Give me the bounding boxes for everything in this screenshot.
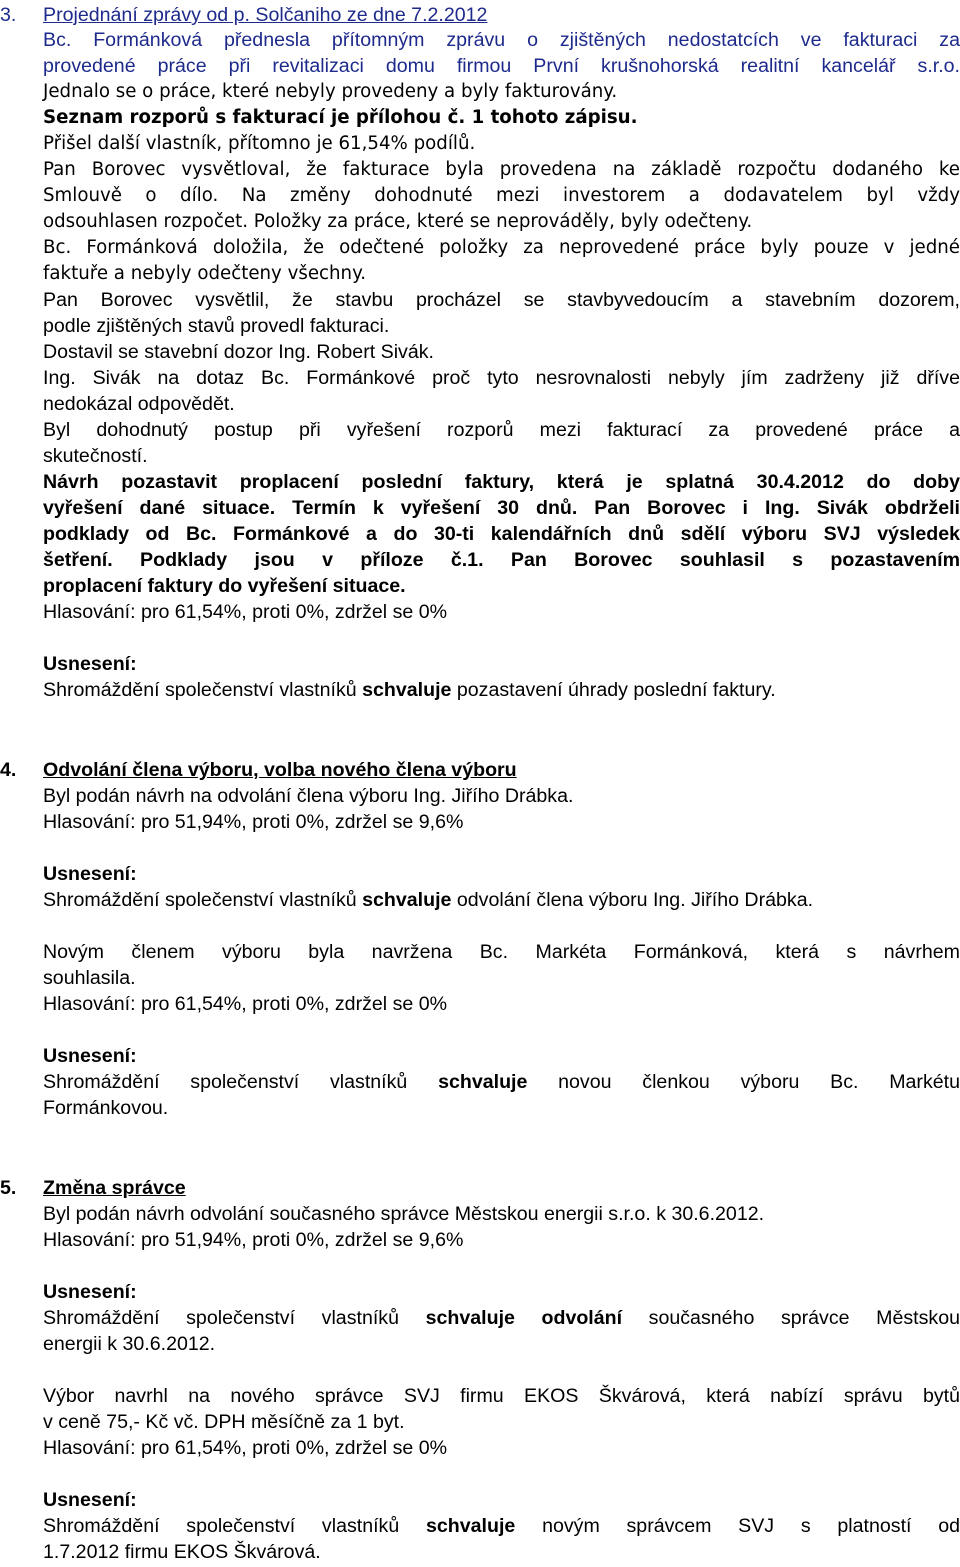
paragraph-line: Dostavil se stavební dozor Ing. Robert Sivák. [43,341,434,363]
paragraph-line: Pan Borovec vysvětlil, že stavbu procházel se stavbyvedoucím a stavebním dozorem, [43,289,960,311]
resolution-text [43,887,960,913]
resolution-label: Usnesení: [43,653,137,675]
resolution-verb: schvaluje [362,889,452,911]
resolution-text [43,1069,960,1095]
section-title: Změna správce [43,1177,186,1199]
resolution-label: Usnesení: [43,1489,137,1511]
resolution-text-cont: Formánkovou. [43,1097,169,1119]
paragraph-line: faktuře a nebyly odečteny všechny. [43,263,367,284]
paragraph-line: Byl podán návrh na odvolání člena výboru Ing. Jiřího Drábka. [43,785,574,807]
section-4-heading [0,757,517,783]
paragraph-line: podle zjištěných stavů provedl fakturaci. [43,315,390,337]
resolution-subject: Shromáždění společenství vlastníků [43,679,357,701]
proposal-line: šetření. Podklady jsou v příloze č.1. Pan Borovec souhlasil s pozastavením [43,549,960,571]
vote-result: Hlasování: pro 61,54%, proti 0%, zdržel se 0% [43,993,448,1015]
resolution-subject: Shromáždění společenství vlastníků [43,1071,408,1093]
resolution-text [43,1513,960,1539]
vote-result: Hlasování: pro 51,94%, proti 0%, zdržel se 9,6% [43,1229,464,1251]
paragraph-line: v ceně 75,- Kč vč. DPH měsíčně za 1 byt. [43,1411,405,1433]
section-title: Projednání zprávy od p. Solčaniho ze dne 7.2.2012 [43,4,488,26]
proposal-line: vyřešení dané situace. Termín k vyřešení 30 dnů. Pan Borovec i Ing. Sivák obdrželi [43,497,960,519]
resolution-text-cont: 1.7.2012 firmu EKOS Škvárová. [43,1541,321,1563]
resolution-verb: schvaluje [426,1515,516,1537]
vote-result: Hlasování: pro 61,54%, proti 0%, zdržel se 0% [43,1437,448,1459]
resolution-validity: s platností od [800,1515,960,1537]
section-number: 5. [0,1177,17,1199]
paragraph-line: provedené práce při revitalizaci domu firmou První krušnohorská realitní kancelář s.r.o. [43,55,960,77]
vote-result: Hlasování: pro 61,54%, proti 0%, zdržel se 0% [43,601,448,623]
resolution-object: současného správce Městskou [648,1307,960,1329]
section-number: 4. [0,759,17,781]
resolution-text-cont: energii k 30.6.2012. [43,1333,216,1355]
paragraph-line: Byl dohodnutý postup při vyřešení rozporů mezi fakturací za provedené práce a [43,419,960,441]
resolution-label: Usnesení: [43,863,137,885]
paragraph-line: Jednalo se o práce, které nebyly provedeny a byly fakturovány. [43,81,618,102]
paragraph-line: Novým členem výboru byla navržena Bc. Markéta Formánková, která s návrhem [43,941,960,963]
paragraph-line: skutečností. [43,445,148,467]
paragraph-line: souhlasila. [43,967,136,989]
paragraph-line: nedokázal odpovědět. [43,393,235,415]
paragraph-line: Pan Borovec vysvětloval, že fakturace byla provedena na základě rozpočtu dodaného ke [43,159,960,180]
resolution-subject: Shromáždění společenství vlastníků [43,1307,399,1329]
resolution-text [43,1305,960,1331]
section-3-heading [0,2,487,28]
resolution-subject: Shromáždění společenství vlastníků [43,1515,400,1537]
resolution-object: odvolání člena výboru Ing. Jiřího Drábka. [456,889,814,911]
proposal-line: podklady od Bc. Formánkové a do 30-ti kalendářních dnů sdělí výboru SVJ výsledek [43,523,960,545]
resolution-verb: schvaluje [438,1071,528,1093]
resolution-object: pozastavení úhrady poslední faktury. [456,679,776,701]
paragraph-line: Ing. Sivák na dotaz Bc. Formánkové proč tyto nesrovnalosti nebyly jím zadrženy již dříve [43,367,960,389]
paragraph-line: Bc. Formánková doložila, že odečtené položky za neprovedené práce byly pouze v jedné [43,237,960,258]
resolution-verb: schvaluje [362,679,452,701]
paragraph-line: Bc. Formánková přednesla přítomným zprávu o zjištěných nedostatcích ve fakturaci za [43,29,960,51]
proposal-line: Návrh pozastavit proplacení poslední faktury, která je splatná 30.4.2012 do doby [43,471,960,493]
resolution-subject: Shromáždění společenství vlastníků [43,889,357,911]
vote-result: Hlasování: pro 51,94%, proti 0%, zdržel se 9,6% [43,811,464,833]
resolution-text [43,677,960,703]
resolution-verb: schvaluje odvolání [425,1307,623,1329]
resolution-object: novou členkou výboru Bc. Markétu [558,1071,960,1093]
paragraph-line: odsouhlasen rozpočet. Položky za práce, které se neprováděly, byly odečteny. [43,211,753,232]
proposal-line: proplacení faktury do vyřešení situace. [43,575,406,597]
section-title: Odvolání člena výboru, volba nového člena výboru [43,759,517,781]
paragraph-line: Seznam rozporů s fakturací je přílohou č. 1 tohoto zápisu. [43,107,638,128]
paragraph-line: Smlouvě o dílo. Na změny dohodnuté mezi investorem a dodavatelem byl vždy [43,185,960,206]
paragraph-line: Byl podán návrh odvolání současného správce Městskou energii s.r.o. k 30.6.2012. [43,1203,765,1225]
section-5-heading [0,1175,186,1201]
section-number: 3. [0,4,17,26]
paragraph-line: Výbor navrhl na nového správce SVJ firmu EKOS Škvárová, která nabízí správu bytů [43,1385,960,1407]
resolution-object: novým správcem SVJ [542,1515,775,1537]
resolution-label: Usnesení: [43,1281,137,1303]
resolution-label: Usnesení: [43,1045,137,1067]
paragraph-line: Přišel další vlastník, přítomno je 61,54% podílů. [43,133,476,154]
